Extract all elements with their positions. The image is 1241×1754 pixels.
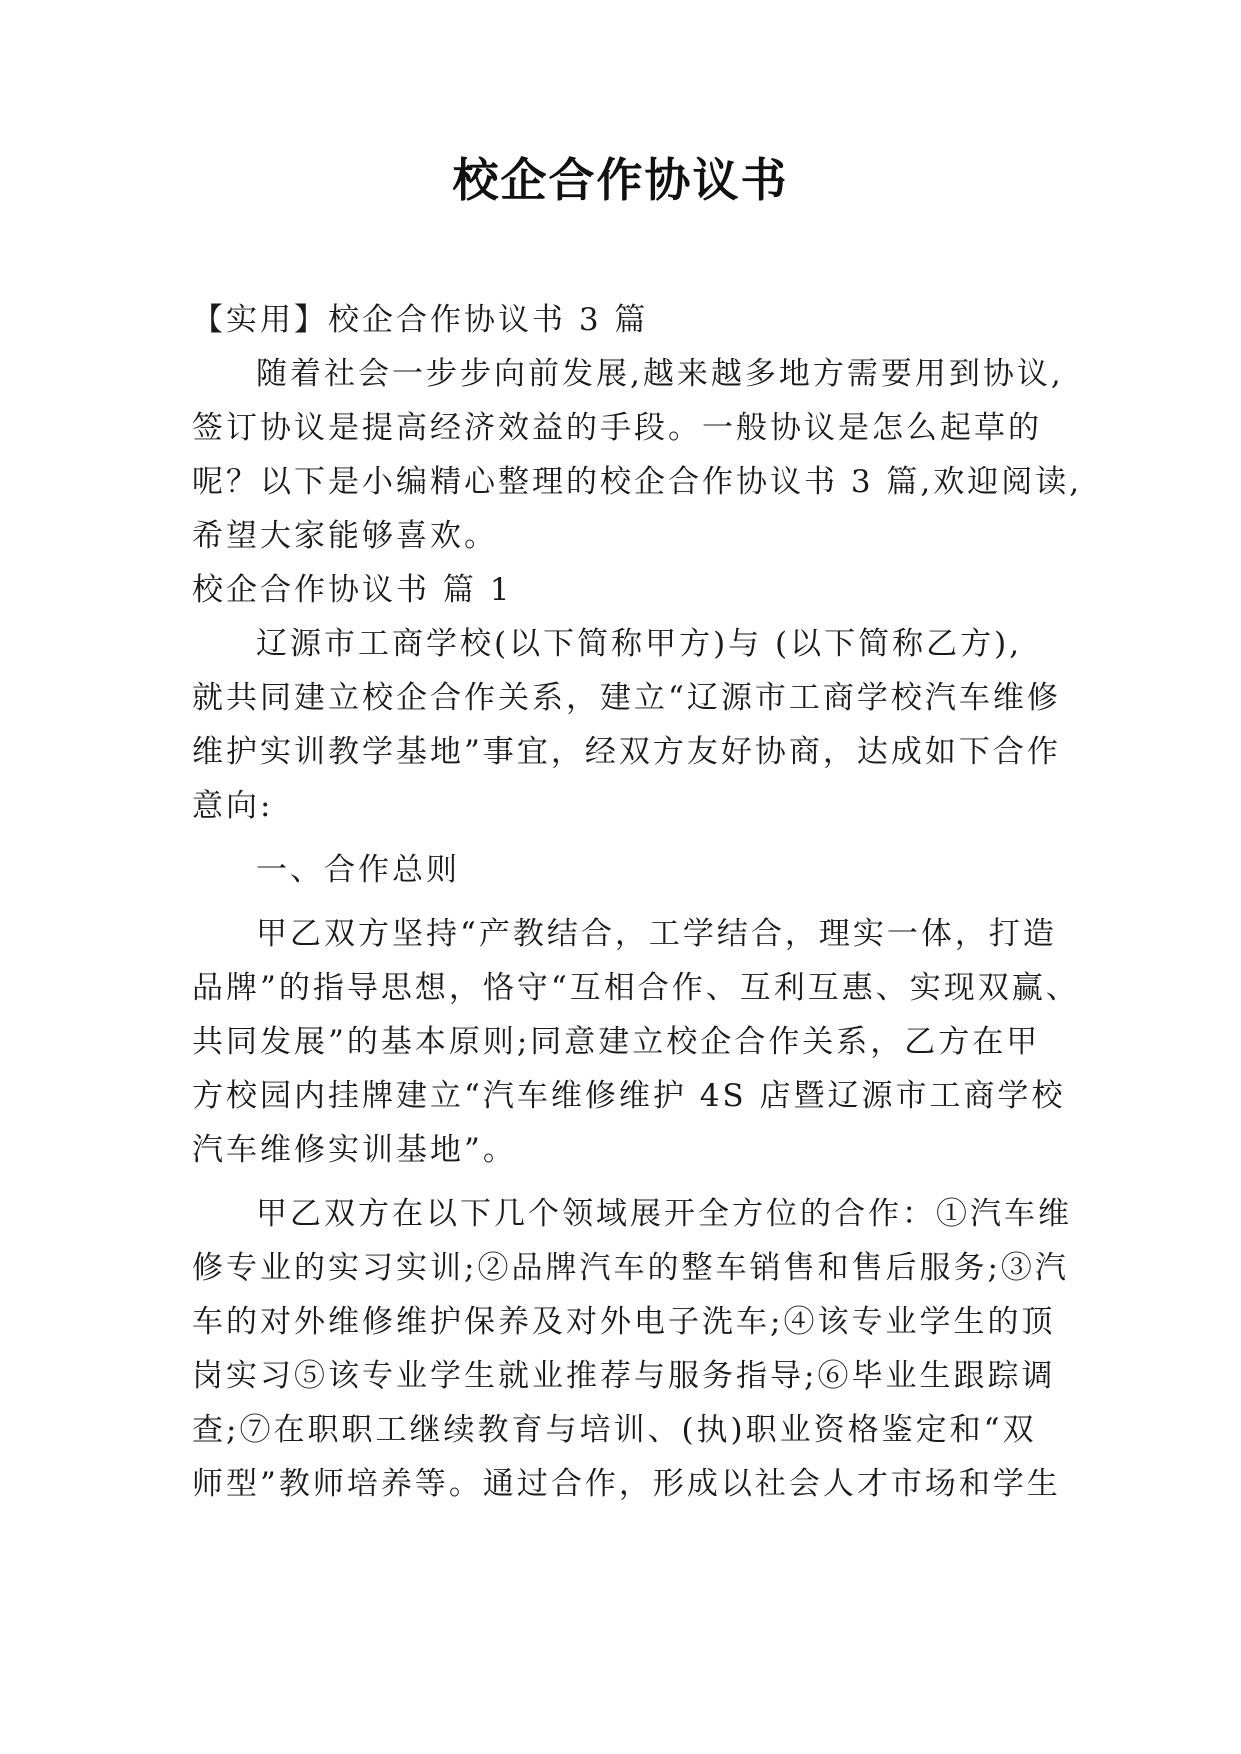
clause-heading: 一、合作总则 [256, 852, 460, 888]
paragraph-line: 维护实训教学基地”事宜，经双方友好协商，达成如下合作 [192, 734, 1061, 770]
paragraph-line: 共同发展”的基本原则;同意建立校企合作关系，乙方在甲 [192, 1024, 1041, 1060]
paragraph-line: 方校园内挂牌建立“汽车维修维护 4S 店暨辽源市工商学校 [192, 1078, 1066, 1114]
intro-line: 随着社会一步步向前发展,越来越多地方需要用到协议, [256, 356, 1064, 392]
paragraph-line: 车的对外维修维护保养及对外电子洗车;④该专业学生的顶 [192, 1304, 1056, 1340]
document-subtitle: 【实用】校企合作协议书 3 篇 [192, 302, 649, 338]
paragraph-line: 汽车维修实训基地”。 [192, 1132, 517, 1168]
intro-line: 签订协议是提高经济效益的手段。一般协议是怎么起草的 [192, 410, 1042, 446]
paragraph-principles [192, 907, 1080, 1177]
document-body [192, 293, 1083, 1511]
paragraph-line: 甲乙双方坚持“产教结合，工学结合，理实一体，打造 [256, 916, 1057, 952]
section-heading: 校企合作协议书 篇 1 [192, 572, 513, 608]
paragraph-line: 岗实习⑤该专业学生就业推荐与服务指导;⑥毕业生跟踪调 [192, 1358, 1056, 1394]
intro-line: 呢？以下是小编精心整理的校企合作协议书 3 篇,欢迎阅读, [192, 464, 1083, 500]
paragraph-line: 辽源市工商学校(以下简称甲方)与 (以下简称乙方), [256, 626, 1023, 662]
paragraph-cooperation-areas [192, 1187, 1072, 1511]
intro-paragraph [192, 347, 1083, 563]
paragraph-line: 品牌”的指导思想，恪守“互相合作、互利互惠、实现双赢、 [192, 970, 1080, 1006]
paragraph-line: 修专业的实习实训;②品牌汽车的整车销售和售后服务;③汽 [192, 1250, 1069, 1286]
paragraph-line: 意向: [192, 788, 274, 824]
paragraph-line: 师型”教师培养等。通过合作，形成以社会人才市场和学生 [192, 1466, 1061, 1502]
paragraph-line: 查;⑦在职职工继续教育与培训、(执)职业资格鉴定和“双 [192, 1412, 1037, 1448]
document-title: 校企合作协议书 [452, 153, 789, 207]
paragraph-line: 甲乙双方在以下几个领域展开全方位的合作：①汽车维 [256, 1196, 1072, 1232]
paragraph-line: 就共同建立校企合作关系，建立“辽源市工商学校汽车维修 [192, 680, 1061, 716]
intro-line: 希望大家能够喜欢。 [192, 518, 498, 554]
paragraph-parties [192, 617, 1061, 833]
